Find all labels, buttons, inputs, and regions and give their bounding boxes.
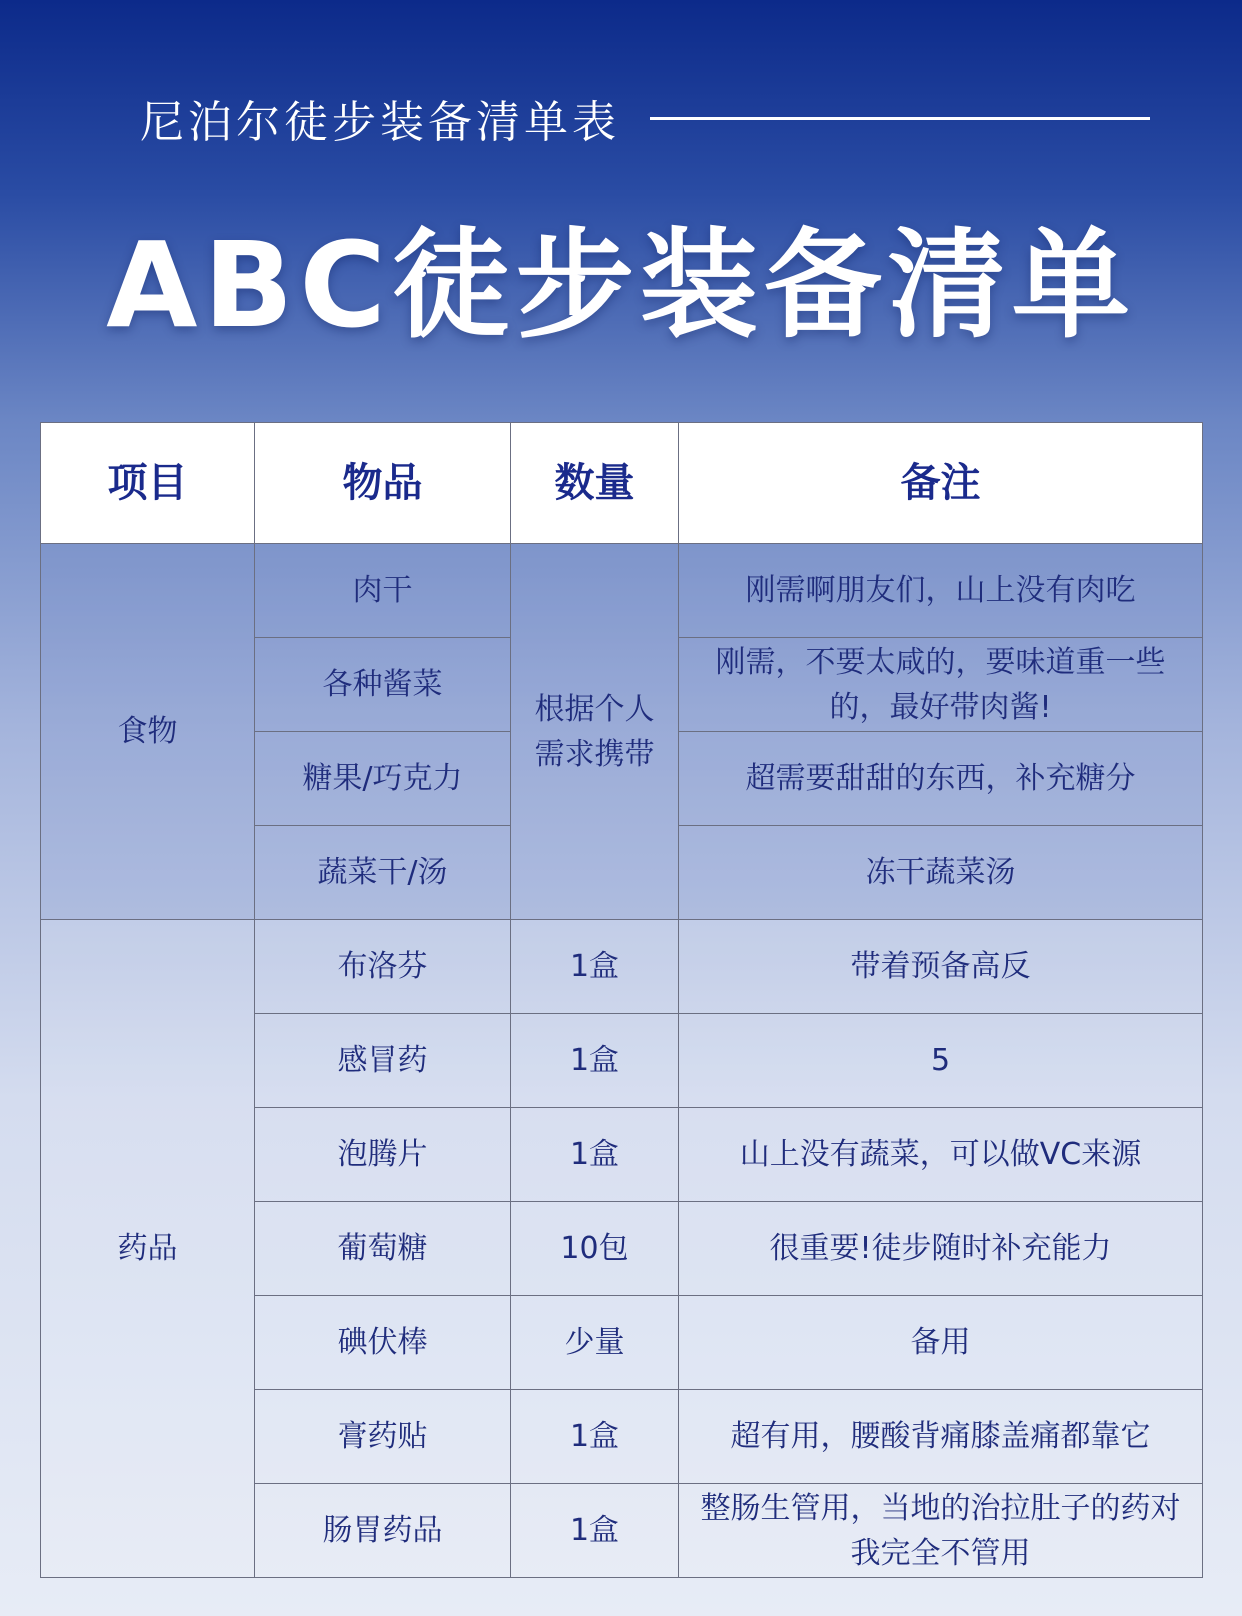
note-cell: 备用 — [679, 1296, 1203, 1390]
item-cell: 膏药贴 — [255, 1390, 511, 1484]
column-header-category: 项目 — [41, 423, 255, 544]
quantity-cell: 1盒 — [511, 920, 679, 1014]
item-cell: 感冒药 — [255, 1014, 511, 1108]
column-header-note: 备注 — [679, 423, 1203, 544]
category-cell-food: 食物 — [41, 544, 255, 920]
subtitle-row — [140, 88, 1150, 148]
item-cell: 布洛芬 — [255, 920, 511, 1014]
note-cell: 带着预备高反 — [679, 920, 1203, 1014]
table-row — [41, 544, 1203, 638]
table-row — [41, 920, 1203, 1014]
page-title: ABC徒步装备清单 — [106, 216, 1136, 354]
note-cell: 超有用，腰酸背痛膝盖痛都靠它 — [679, 1390, 1203, 1484]
page-subtitle: 尼泊尔徒步装备清单表 — [140, 97, 620, 148]
quantity-cell: 1盒 — [511, 1390, 679, 1484]
note-cell: 刚需，不要太咸的，要味道重一些的，最好带肉酱! — [679, 638, 1203, 732]
quantity-cell: 10包 — [511, 1202, 679, 1296]
gear-table — [40, 422, 1203, 1578]
quantity-cell: 1盒 — [511, 1484, 679, 1578]
note-cell: 整肠生管用，当地的治拉肚子的药对我完全不管用 — [679, 1484, 1203, 1578]
item-cell: 各种酱菜 — [255, 638, 511, 732]
item-cell: 蔬菜干/汤 — [255, 826, 511, 920]
note-cell: 刚需啊朋友们，山上没有肉吃 — [679, 544, 1203, 638]
column-header-quantity: 数量 — [511, 423, 679, 544]
quantity-cell: 1盒 — [511, 1108, 679, 1202]
item-cell: 糖果/巧克力 — [255, 732, 511, 826]
note-cell: 山上没有蔬菜，可以做VC来源 — [679, 1108, 1203, 1202]
note-cell: 5 — [679, 1014, 1203, 1108]
quantity-cell: 少量 — [511, 1296, 679, 1390]
subtitle-divider — [650, 117, 1150, 120]
item-cell: 肠胃药品 — [255, 1484, 511, 1578]
item-cell: 碘伏棒 — [255, 1296, 511, 1390]
note-cell: 很重要!徒步随时补充能力 — [679, 1202, 1203, 1296]
quantity-cell-food: 根据个人需求携带 — [511, 544, 679, 920]
item-cell: 泡腾片 — [255, 1108, 511, 1202]
note-cell: 冻干蔬菜汤 — [679, 826, 1203, 920]
item-cell: 肉干 — [255, 544, 511, 638]
category-cell-medicine: 药品 — [41, 920, 255, 1578]
quantity-cell: 1盒 — [511, 1014, 679, 1108]
table-header-row — [41, 423, 1203, 544]
column-header-item: 物品 — [255, 423, 511, 544]
item-cell: 葡萄糖 — [255, 1202, 511, 1296]
note-cell: 超需要甜甜的东西，补充糖分 — [679, 732, 1203, 826]
